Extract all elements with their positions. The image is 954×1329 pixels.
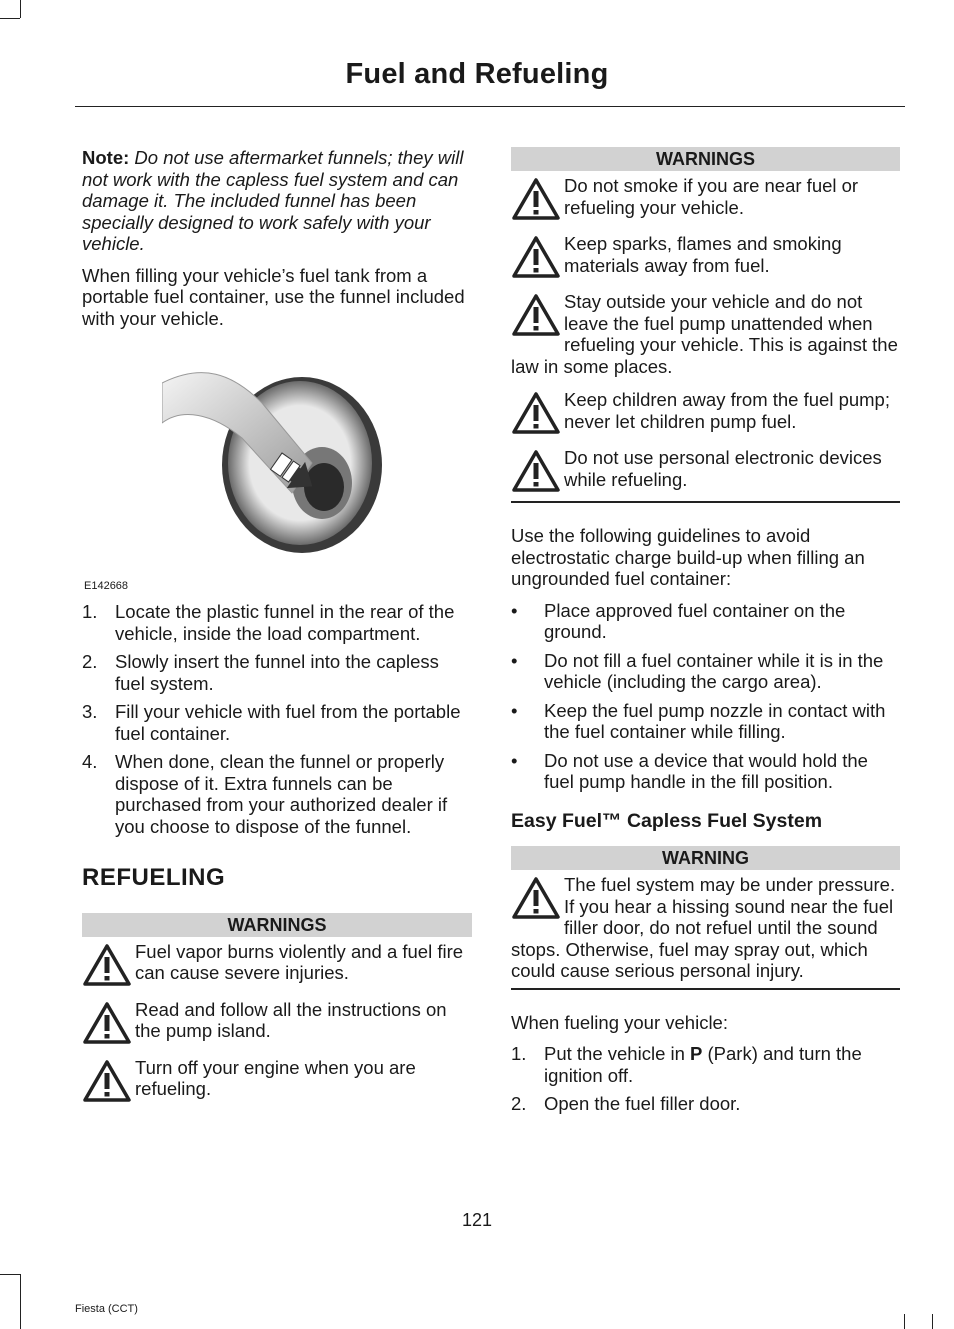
list-item [82,701,472,744]
warning-item [82,1057,472,1103]
list-item [511,1093,900,1115]
list-item [511,600,900,643]
intro-paragraph: When filling your vehicle’s fuel tank from a portable fuel container, use the funnel included with your vehicle. [82,264,465,329]
bullet: • [511,699,518,721]
note-label: Note: [82,147,130,168]
warnings-heading: WARNINGS [82,913,472,937]
step-text-pre: Put the vehicle in [544,1043,691,1064]
funnel-illustration [162,363,392,563]
crop-mark [904,1314,905,1329]
step-text-pre: Open the fuel filler door. [544,1093,741,1114]
bullet-text: Keep the fuel pump nozzle in contact with the fuel container while filling. [544,699,886,742]
warning-text: Keep sparks, flames and smoking materials away from fuel. [564,233,842,276]
warning-triangle-icon [511,177,561,221]
steps-list [82,601,472,837]
step-number: 2. [511,1093,527,1114]
step-text: Slowly insert the funnel into the capless fuel system. [115,651,439,694]
step-text-post: (Park) and turn the ignition off. [544,1043,862,1086]
warning-text: Do not smoke if you are near fuel or refueling your vehicle. [564,175,859,218]
list-item [511,750,900,793]
warning-item [511,447,900,503]
warning-item [511,175,900,221]
bullet-text: Place approved fuel container on the ground. [544,599,846,642]
step-text: When done, clean the funnel or properly dispose of it. Extra funnels can be purchased from your authorized dealer if you choose to dispose of the funnel. [115,751,448,837]
warning-item [511,233,900,279]
bullet: • [511,749,518,771]
right-column [511,147,900,1122]
guidelines-intro: Use the following guidelines to avoid electrostatic charge build-up when filling an ungrounded fuel container: [511,525,865,589]
warning-text: Read and follow all the instructions on the pump island. [135,998,447,1041]
figure-id: E142668 [84,579,129,592]
crop-mark [932,1314,933,1329]
step-number: 3. [82,701,98,722]
warning-triangle-icon [82,943,132,987]
list-item [511,700,900,743]
funnel-figure [82,343,472,601]
warning-item [511,291,900,377]
warning-item [511,874,900,990]
list-item [82,601,472,644]
list-item [82,651,472,694]
fueling-intro: When fueling your vehicle: [511,1011,728,1033]
subheading: Easy Fuel™ Capless Fuel System [511,809,823,832]
crop-mark [0,18,20,19]
list-item [82,751,472,837]
section-heading: REFUELING [82,864,226,891]
step-text-bold: P [690,1043,703,1064]
warning-triangle-icon [511,293,561,337]
page-number: 121 [461,1210,493,1230]
left-column [82,147,472,1115]
warning-item [82,941,472,987]
list-item [511,1043,900,1086]
crop-mark [20,1274,21,1329]
guidelines-list [511,600,900,793]
warning-text: Turn off your engine when you are refueling. [135,1056,416,1099]
warning-triangle-icon [511,235,561,279]
crop-mark [20,0,21,18]
warnings-heading: WARNINGS [511,147,900,171]
warning-triangle-icon [82,1059,132,1103]
step-number: 1. [511,1043,527,1064]
fueling-steps [511,1043,900,1115]
crop-mark [0,1274,20,1275]
page-title: Fuel and Refueling [345,58,609,90]
title-rule [75,106,905,107]
warning-triangle-icon [511,449,561,493]
warning-item [511,389,900,435]
step-number: 2. [82,651,98,672]
warning-item [82,999,472,1045]
warning-heading: WARNING [511,846,900,870]
bullet: • [511,649,518,671]
warning-text: Stay outside your vehicle and do not leave the fuel pump unattended when refueling your vehicle. This is against the law in some places. [511,291,898,377]
warning-text: The fuel system may be under pressure. If you hear a hissing sound near the fuel filler door, do not refuel until the sound stops. Otherwise, fuel may spray out, which could cause serious personal injury. [511,874,896,981]
warning-text: Keep children away from the fuel pump; never let children pump fuel. [564,389,890,432]
step-number: 1. [82,601,98,622]
list-item [511,650,900,693]
note [82,147,472,255]
bullet: • [511,599,518,621]
warning-text: Do not use personal electronic devices while refueling. [564,447,882,490]
footer-model: Fiesta (CCT) [75,1303,138,1315]
warning-triangle-icon [82,1001,132,1045]
warning-text: Fuel vapor burns violently and a fuel fire can cause severe injuries. [135,940,464,983]
step-number: 4. [82,751,98,772]
bullet-text: Do not fill a fuel container while it is in the vehicle (including the cargo area). [544,649,884,692]
warning-triangle-icon [511,391,561,435]
step-text: Fill your vehicle with fuel from the portable fuel container. [115,701,461,744]
note-text: Do not use aftermarket funnels; they will not work with the capless fuel system and can damage it. The included funnel has been specially designed to work safely with your vehicle. [82,147,464,254]
warning-triangle-icon [511,876,561,920]
bullet-text: Do not use a device that would hold the fuel pump handle in the fill position. [544,749,868,792]
step-text: Locate the plastic funnel in the rear of the vehicle, inside the load compartment. [115,601,455,644]
